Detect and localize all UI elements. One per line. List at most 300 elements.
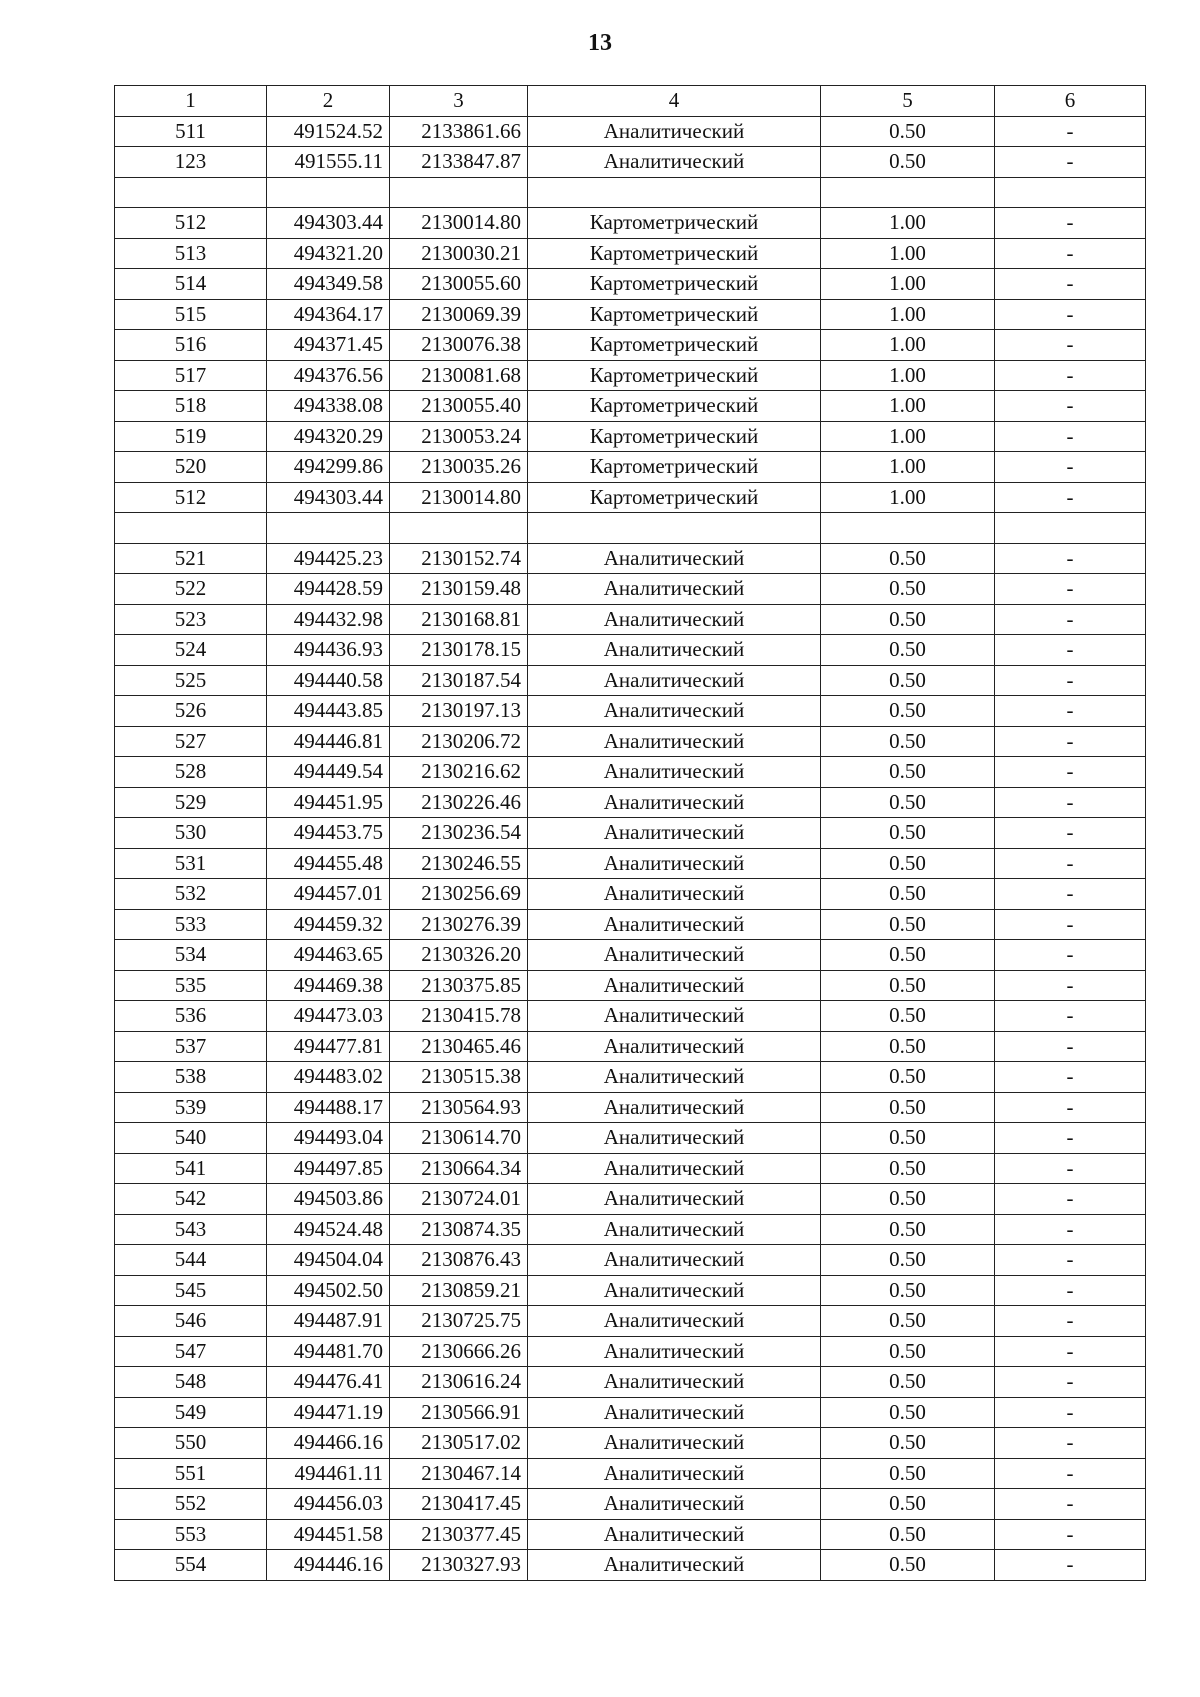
table-row xyxy=(115,1031,1146,1062)
x-coordinate-cell: 494455.48 xyxy=(267,848,390,879)
table-row xyxy=(115,879,1146,910)
method-cell xyxy=(528,513,821,544)
table-row xyxy=(115,848,1146,879)
method-cell: Аналитический xyxy=(528,1214,821,1245)
x-coordinate-cell: 494471.19 xyxy=(267,1397,390,1428)
table-row xyxy=(115,940,1146,971)
table-row xyxy=(115,1458,1146,1489)
x-coordinate-cell: 494456.03 xyxy=(267,1489,390,1520)
method-cell: Аналитический xyxy=(528,1367,821,1398)
x-coordinate-cell: 494303.44 xyxy=(267,208,390,239)
table-row xyxy=(115,177,1146,208)
method-cell: Картометрический xyxy=(528,269,821,300)
accuracy-cell: 0.50 xyxy=(821,1458,995,1489)
accuracy-cell: 0.50 xyxy=(821,1275,995,1306)
point-number-cell: 527 xyxy=(115,726,267,757)
point-number-cell: 540 xyxy=(115,1123,267,1154)
point-number-cell: 517 xyxy=(115,360,267,391)
column-header: 1 xyxy=(115,86,267,117)
table-row xyxy=(115,1519,1146,1550)
method-cell: Аналитический xyxy=(528,1306,821,1337)
table-row xyxy=(115,1367,1146,1398)
page-number: 13 xyxy=(588,30,612,56)
x-coordinate-cell: 494503.86 xyxy=(267,1184,390,1215)
method-cell: Картометрический xyxy=(528,330,821,361)
x-coordinate-cell: 494451.58 xyxy=(267,1519,390,1550)
x-coordinate-cell: 494320.29 xyxy=(267,421,390,452)
table-row xyxy=(115,1001,1146,1032)
y-coordinate-cell: 2130014.80 xyxy=(390,482,528,513)
table-row xyxy=(115,299,1146,330)
method-cell: Аналитический xyxy=(528,909,821,940)
note-cell: - xyxy=(995,391,1146,422)
x-coordinate-cell: 494338.08 xyxy=(267,391,390,422)
accuracy-cell: 0.50 xyxy=(821,1306,995,1337)
accuracy-cell: 0.50 xyxy=(821,909,995,940)
x-coordinate-cell: 494473.03 xyxy=(267,1001,390,1032)
note-cell: - xyxy=(995,238,1146,269)
note-cell: - xyxy=(995,940,1146,971)
note-cell: - xyxy=(995,330,1146,361)
x-coordinate-cell: 494371.45 xyxy=(267,330,390,361)
method-cell: Аналитический xyxy=(528,1336,821,1367)
y-coordinate-cell: 2130417.45 xyxy=(390,1489,528,1520)
accuracy-cell xyxy=(821,177,995,208)
note-cell: - xyxy=(995,299,1146,330)
y-coordinate-cell: 2130326.20 xyxy=(390,940,528,971)
accuracy-cell: 0.50 xyxy=(821,1062,995,1093)
accuracy-cell: 0.50 xyxy=(821,696,995,727)
note-cell: - xyxy=(995,452,1146,483)
point-number-cell: 513 xyxy=(115,238,267,269)
point-number-cell: 548 xyxy=(115,1367,267,1398)
method-cell: Аналитический xyxy=(528,787,821,818)
y-coordinate-cell: 2130874.35 xyxy=(390,1214,528,1245)
y-coordinate-cell: 2133861.66 xyxy=(390,116,528,147)
y-coordinate-cell: 2130377.45 xyxy=(390,1519,528,1550)
accuracy-cell: 0.50 xyxy=(821,147,995,178)
table-row xyxy=(115,604,1146,635)
point-number-cell: 535 xyxy=(115,970,267,1001)
point-number-cell: 515 xyxy=(115,299,267,330)
method-cell: Аналитический xyxy=(528,940,821,971)
y-coordinate-cell: 2130152.74 xyxy=(390,543,528,574)
x-coordinate-cell: 494466.16 xyxy=(267,1428,390,1459)
y-coordinate-cell: 2130616.24 xyxy=(390,1367,528,1398)
accuracy-cell: 0.50 xyxy=(821,818,995,849)
x-coordinate-cell: 494502.50 xyxy=(267,1275,390,1306)
accuracy-cell: 0.50 xyxy=(821,726,995,757)
note-cell: - xyxy=(995,726,1146,757)
note-cell: - xyxy=(995,543,1146,574)
x-coordinate-cell: 494443.85 xyxy=(267,696,390,727)
method-cell: Картометрический xyxy=(528,452,821,483)
accuracy-cell: 1.00 xyxy=(821,238,995,269)
note-cell: - xyxy=(995,269,1146,300)
note-cell xyxy=(995,177,1146,208)
x-coordinate-cell xyxy=(267,513,390,544)
note-cell: - xyxy=(995,1397,1146,1428)
x-coordinate-cell: 494376.56 xyxy=(267,360,390,391)
column-header: 5 xyxy=(821,86,995,117)
point-number-cell: 514 xyxy=(115,269,267,300)
y-coordinate-cell: 2130030.21 xyxy=(390,238,528,269)
accuracy-cell: 1.00 xyxy=(821,360,995,391)
y-coordinate-cell: 2130159.48 xyxy=(390,574,528,605)
note-cell: - xyxy=(995,818,1146,849)
point-number-cell: 532 xyxy=(115,879,267,910)
point-number-cell: 521 xyxy=(115,543,267,574)
x-coordinate-cell: 494493.04 xyxy=(267,1123,390,1154)
x-coordinate-cell: 494440.58 xyxy=(267,665,390,696)
note-cell: - xyxy=(995,1458,1146,1489)
note-cell: - xyxy=(995,1336,1146,1367)
y-coordinate-cell: 2130375.85 xyxy=(390,970,528,1001)
note-cell: - xyxy=(995,757,1146,788)
note-cell: - xyxy=(995,1031,1146,1062)
method-cell: Аналитический xyxy=(528,726,821,757)
y-coordinate-cell: 2130256.69 xyxy=(390,879,528,910)
method-cell: Картометрический xyxy=(528,208,821,239)
x-coordinate-cell: 494483.02 xyxy=(267,1062,390,1093)
x-coordinate-cell: 494451.95 xyxy=(267,787,390,818)
x-coordinate-cell xyxy=(267,177,390,208)
table-row xyxy=(115,1123,1146,1154)
accuracy-cell: 0.50 xyxy=(821,879,995,910)
note-cell: - xyxy=(995,1123,1146,1154)
table-row xyxy=(115,635,1146,666)
accuracy-cell: 0.50 xyxy=(821,574,995,605)
point-number-cell: 525 xyxy=(115,665,267,696)
point-number-cell: 522 xyxy=(115,574,267,605)
y-coordinate-cell: 2130236.54 xyxy=(390,818,528,849)
x-coordinate-cell: 494504.04 xyxy=(267,1245,390,1276)
method-cell: Аналитический xyxy=(528,1275,821,1306)
accuracy-cell: 0.50 xyxy=(821,1001,995,1032)
point-number-cell: 518 xyxy=(115,391,267,422)
table-row xyxy=(115,787,1146,818)
point-number-cell: 533 xyxy=(115,909,267,940)
column-header: 2 xyxy=(267,86,390,117)
table-row xyxy=(115,757,1146,788)
x-coordinate-cell: 494321.20 xyxy=(267,238,390,269)
table-row xyxy=(115,147,1146,178)
note-cell: - xyxy=(995,848,1146,879)
note-cell: - xyxy=(995,1428,1146,1459)
method-cell: Аналитический xyxy=(528,970,821,1001)
table-row xyxy=(115,665,1146,696)
point-number-cell: 536 xyxy=(115,1001,267,1032)
accuracy-cell: 0.50 xyxy=(821,970,995,1001)
accuracy-cell: 1.00 xyxy=(821,391,995,422)
table-row xyxy=(115,421,1146,452)
x-coordinate-cell: 494446.81 xyxy=(267,726,390,757)
y-coordinate-cell: 2130035.26 xyxy=(390,452,528,483)
accuracy-cell: 0.50 xyxy=(821,665,995,696)
method-cell: Аналитический xyxy=(528,543,821,574)
table-row xyxy=(115,452,1146,483)
note-cell: - xyxy=(995,787,1146,818)
x-coordinate-cell: 494463.65 xyxy=(267,940,390,971)
table-row xyxy=(115,543,1146,574)
table-row xyxy=(115,116,1146,147)
note-cell: - xyxy=(995,1001,1146,1032)
accuracy-cell: 0.50 xyxy=(821,1245,995,1276)
accuracy-cell: 0.50 xyxy=(821,848,995,879)
x-coordinate-cell: 494449.54 xyxy=(267,757,390,788)
accuracy-cell: 0.50 xyxy=(821,1397,995,1428)
y-coordinate-cell: 2130076.38 xyxy=(390,330,528,361)
method-cell: Аналитический xyxy=(528,848,821,879)
y-coordinate-cell: 2130515.38 xyxy=(390,1062,528,1093)
method-cell: Аналитический xyxy=(528,1184,821,1215)
y-coordinate-cell: 2130053.24 xyxy=(390,421,528,452)
point-number-cell xyxy=(115,513,267,544)
accuracy-cell: 0.50 xyxy=(821,635,995,666)
point-number-cell: 530 xyxy=(115,818,267,849)
x-coordinate-cell: 494457.01 xyxy=(267,879,390,910)
y-coordinate-cell: 2130664.34 xyxy=(390,1153,528,1184)
x-coordinate-cell: 494488.17 xyxy=(267,1092,390,1123)
note-cell: - xyxy=(995,1489,1146,1520)
method-cell: Аналитический xyxy=(528,1031,821,1062)
coordinates-table xyxy=(114,85,1146,1581)
method-cell: Аналитический xyxy=(528,1397,821,1428)
y-coordinate-cell: 2130197.13 xyxy=(390,696,528,727)
table-row xyxy=(115,1245,1146,1276)
method-cell: Картометрический xyxy=(528,238,821,269)
method-cell: Аналитический xyxy=(528,604,821,635)
x-coordinate-cell: 494461.11 xyxy=(267,1458,390,1489)
table-row xyxy=(115,269,1146,300)
table-row xyxy=(115,1153,1146,1184)
point-number-cell: 543 xyxy=(115,1214,267,1245)
x-coordinate-cell: 494487.91 xyxy=(267,1306,390,1337)
y-coordinate-cell: 2130055.40 xyxy=(390,391,528,422)
y-coordinate-cell: 2130614.70 xyxy=(390,1123,528,1154)
y-coordinate-cell: 2130216.62 xyxy=(390,757,528,788)
y-coordinate-cell: 2130666.26 xyxy=(390,1336,528,1367)
accuracy-cell: 0.50 xyxy=(821,1489,995,1520)
column-header: 6 xyxy=(995,86,1146,117)
table-row xyxy=(115,482,1146,513)
note-cell: - xyxy=(995,1184,1146,1215)
table-header xyxy=(115,86,1146,117)
table-body xyxy=(115,116,1146,1580)
point-number-cell: 541 xyxy=(115,1153,267,1184)
method-cell: Аналитический xyxy=(528,696,821,727)
method-cell: Картометрический xyxy=(528,391,821,422)
x-coordinate-cell: 494303.44 xyxy=(267,482,390,513)
header-row xyxy=(115,86,1146,117)
x-coordinate-cell: 494453.75 xyxy=(267,818,390,849)
accuracy-cell: 0.50 xyxy=(821,787,995,818)
table-row xyxy=(115,574,1146,605)
method-cell: Аналитический xyxy=(528,574,821,605)
y-coordinate-cell: 2130725.75 xyxy=(390,1306,528,1337)
y-coordinate-cell: 2133847.87 xyxy=(390,147,528,178)
point-number-cell: 539 xyxy=(115,1092,267,1123)
note-cell: - xyxy=(995,1214,1146,1245)
point-number-cell: 512 xyxy=(115,208,267,239)
table-row xyxy=(115,909,1146,940)
note-cell: - xyxy=(995,635,1146,666)
y-coordinate-cell xyxy=(390,513,528,544)
x-coordinate-cell: 494524.48 xyxy=(267,1214,390,1245)
table-row xyxy=(115,238,1146,269)
y-coordinate-cell: 2130876.43 xyxy=(390,1245,528,1276)
method-cell: Аналитический xyxy=(528,1153,821,1184)
accuracy-cell: 0.50 xyxy=(821,1214,995,1245)
table-row xyxy=(115,208,1146,239)
note-cell xyxy=(995,513,1146,544)
table-row xyxy=(115,1397,1146,1428)
method-cell: Аналитический xyxy=(528,1550,821,1581)
point-number-cell: 549 xyxy=(115,1397,267,1428)
note-cell: - xyxy=(995,1092,1146,1123)
x-coordinate-cell: 494497.85 xyxy=(267,1153,390,1184)
table-row xyxy=(115,1336,1146,1367)
point-number-cell: 511 xyxy=(115,116,267,147)
point-number-cell: 123 xyxy=(115,147,267,178)
method-cell: Аналитический xyxy=(528,1428,821,1459)
accuracy-cell xyxy=(821,513,995,544)
point-number-cell: 526 xyxy=(115,696,267,727)
note-cell: - xyxy=(995,1367,1146,1398)
point-number-cell: 524 xyxy=(115,635,267,666)
point-number-cell: 537 xyxy=(115,1031,267,1062)
x-coordinate-cell: 491555.11 xyxy=(267,147,390,178)
accuracy-cell: 1.00 xyxy=(821,269,995,300)
y-coordinate-cell: 2130276.39 xyxy=(390,909,528,940)
method-cell: Аналитический xyxy=(528,665,821,696)
note-cell: - xyxy=(995,574,1146,605)
x-coordinate-cell: 494477.81 xyxy=(267,1031,390,1062)
note-cell: - xyxy=(995,970,1146,1001)
y-coordinate-cell: 2130226.46 xyxy=(390,787,528,818)
method-cell: Аналитический xyxy=(528,1245,821,1276)
table-row xyxy=(115,1092,1146,1123)
table-row xyxy=(115,513,1146,544)
method-cell: Аналитический xyxy=(528,818,821,849)
accuracy-cell: 1.00 xyxy=(821,299,995,330)
table-row xyxy=(115,360,1146,391)
point-number-cell: 520 xyxy=(115,452,267,483)
accuracy-cell: 0.50 xyxy=(821,604,995,635)
y-coordinate-cell: 2130327.93 xyxy=(390,1550,528,1581)
method-cell: Картометрический xyxy=(528,421,821,452)
x-coordinate-cell: 494459.32 xyxy=(267,909,390,940)
point-number-cell: 542 xyxy=(115,1184,267,1215)
y-coordinate-cell: 2130187.54 xyxy=(390,665,528,696)
x-coordinate-cell: 494481.70 xyxy=(267,1336,390,1367)
accuracy-cell: 1.00 xyxy=(821,482,995,513)
method-cell: Аналитический xyxy=(528,635,821,666)
table-row xyxy=(115,1428,1146,1459)
accuracy-cell: 1.00 xyxy=(821,421,995,452)
method-cell: Картометрический xyxy=(528,360,821,391)
point-number-cell: 534 xyxy=(115,940,267,971)
y-coordinate-cell: 2130465.46 xyxy=(390,1031,528,1062)
note-cell: - xyxy=(995,1062,1146,1093)
table-row xyxy=(115,1489,1146,1520)
table-row xyxy=(115,1214,1146,1245)
point-number-cell: 552 xyxy=(115,1489,267,1520)
accuracy-cell: 1.00 xyxy=(821,452,995,483)
x-coordinate-cell: 494432.98 xyxy=(267,604,390,635)
note-cell: - xyxy=(995,482,1146,513)
note-cell: - xyxy=(995,1306,1146,1337)
y-coordinate-cell: 2130566.91 xyxy=(390,1397,528,1428)
accuracy-cell: 0.50 xyxy=(821,757,995,788)
point-number-cell: 519 xyxy=(115,421,267,452)
y-coordinate-cell: 2130014.80 xyxy=(390,208,528,239)
table-row xyxy=(115,970,1146,1001)
accuracy-cell: 0.50 xyxy=(821,1367,995,1398)
method-cell: Аналитический xyxy=(528,1092,821,1123)
method-cell: Аналитический xyxy=(528,1489,821,1520)
note-cell: - xyxy=(995,208,1146,239)
y-coordinate-cell: 2130055.60 xyxy=(390,269,528,300)
method-cell: Картометрический xyxy=(528,482,821,513)
point-number-cell: 528 xyxy=(115,757,267,788)
point-number-cell: 545 xyxy=(115,1275,267,1306)
column-header: 3 xyxy=(390,86,528,117)
point-number-cell: 550 xyxy=(115,1428,267,1459)
y-coordinate-cell: 2130178.15 xyxy=(390,635,528,666)
x-coordinate-cell: 494476.41 xyxy=(267,1367,390,1398)
y-coordinate-cell: 2130564.93 xyxy=(390,1092,528,1123)
y-coordinate-cell: 2130246.55 xyxy=(390,848,528,879)
method-cell: Аналитический xyxy=(528,147,821,178)
point-number-cell: 554 xyxy=(115,1550,267,1581)
method-cell: Аналитический xyxy=(528,1123,821,1154)
x-coordinate-cell: 494446.16 xyxy=(267,1550,390,1581)
accuracy-cell: 0.50 xyxy=(821,940,995,971)
accuracy-cell: 0.50 xyxy=(821,1092,995,1123)
table-row xyxy=(115,818,1146,849)
x-coordinate-cell: 494436.93 xyxy=(267,635,390,666)
y-coordinate-cell: 2130069.39 xyxy=(390,299,528,330)
point-number-cell: 551 xyxy=(115,1458,267,1489)
note-cell: - xyxy=(995,1550,1146,1581)
note-cell: - xyxy=(995,360,1146,391)
note-cell: - xyxy=(995,604,1146,635)
point-number-cell: 538 xyxy=(115,1062,267,1093)
y-coordinate-cell: 2130415.78 xyxy=(390,1001,528,1032)
accuracy-cell: 0.50 xyxy=(821,543,995,574)
accuracy-cell: 0.50 xyxy=(821,1031,995,1062)
accuracy-cell: 0.50 xyxy=(821,1153,995,1184)
accuracy-cell: 0.50 xyxy=(821,1184,995,1215)
y-coordinate-cell xyxy=(390,177,528,208)
note-cell: - xyxy=(995,116,1146,147)
point-number-cell: 546 xyxy=(115,1306,267,1337)
x-coordinate-cell: 494428.59 xyxy=(267,574,390,605)
y-coordinate-cell: 2130517.02 xyxy=(390,1428,528,1459)
table-row xyxy=(115,1306,1146,1337)
table-row xyxy=(115,1062,1146,1093)
accuracy-cell: 1.00 xyxy=(821,330,995,361)
note-cell: - xyxy=(995,147,1146,178)
y-coordinate-cell: 2130081.68 xyxy=(390,360,528,391)
point-number-cell xyxy=(115,177,267,208)
accuracy-cell: 0.50 xyxy=(821,1519,995,1550)
y-coordinate-cell: 2130859.21 xyxy=(390,1275,528,1306)
method-cell: Аналитический xyxy=(528,1062,821,1093)
method-cell: Аналитический xyxy=(528,879,821,910)
x-coordinate-cell: 491524.52 xyxy=(267,116,390,147)
